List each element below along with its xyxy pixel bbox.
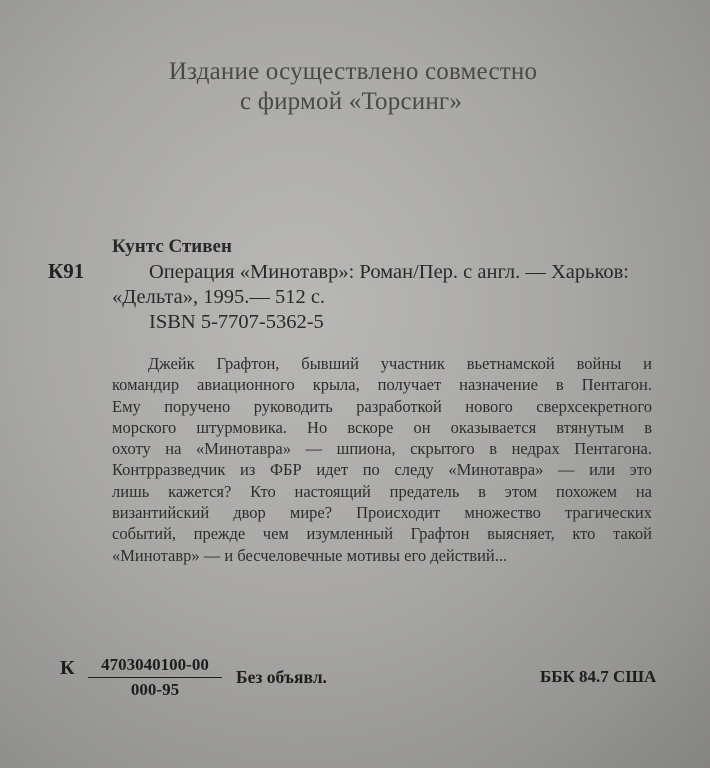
annotation-line: византийский двор мире? Происходит множество трагических [112,503,652,523]
annotation [112,353,652,566]
fraction-denominator: 000-95 [130,680,180,699]
catalog-author: Кунтс Стивен [112,236,232,257]
annotation-line: «Минотавр» — и бесчеловечные мотивы его действий... [112,545,508,565]
annotation-line: лишь кажется? Кто настоящий предатель в этом похожем на [112,481,652,501]
annotation-line: Контрразведчик из ФБР идет по следу «Минотавра» — или это [112,460,652,480]
annotation-line: Джейк Графтон, бывший участник вьетнамской войны и [148,354,652,373]
catalog-publisher-line: «Дельта», 1995.— 512 с. [112,286,326,308]
partner-note-line-2: с фирмой «Торсинг» [239,88,463,115]
footer-bbk-code: ББК 84.7 США [540,667,657,686]
annotation-line: событий, прежде чем изумленный Графтон выясняет, кто такой [112,524,652,544]
annotation-line: охоту на «Минотавра» — шпиона, скрытого в недрах Пентагона. [112,439,652,459]
footer-index-fraction [88,655,222,700]
partner-note-line-1: Издание осуществлено совместно [168,58,538,85]
catalog-isbn: ISBN 5-7707-5362-5 [149,311,324,333]
fraction-numerator: 4703040100-00 [88,655,222,678]
annotation-line: Ему поручено руководить разработкой нового сверхсекретного [112,396,652,416]
footer-k-letter: К [60,657,75,679]
annotation-line: командир авиационного крыла, получает назначение в Пентагон. [112,375,652,395]
footer-no-ads: Без объявл. [236,667,327,687]
annotation-line: морского штурмовика. Но вскоре он оказывается втянутым в [112,417,652,437]
catalog-code: К91 [48,259,85,283]
catalog-title-line: Операция «Минотавр»: Роман/Пер. с англ. — Харьков: [149,261,629,283]
